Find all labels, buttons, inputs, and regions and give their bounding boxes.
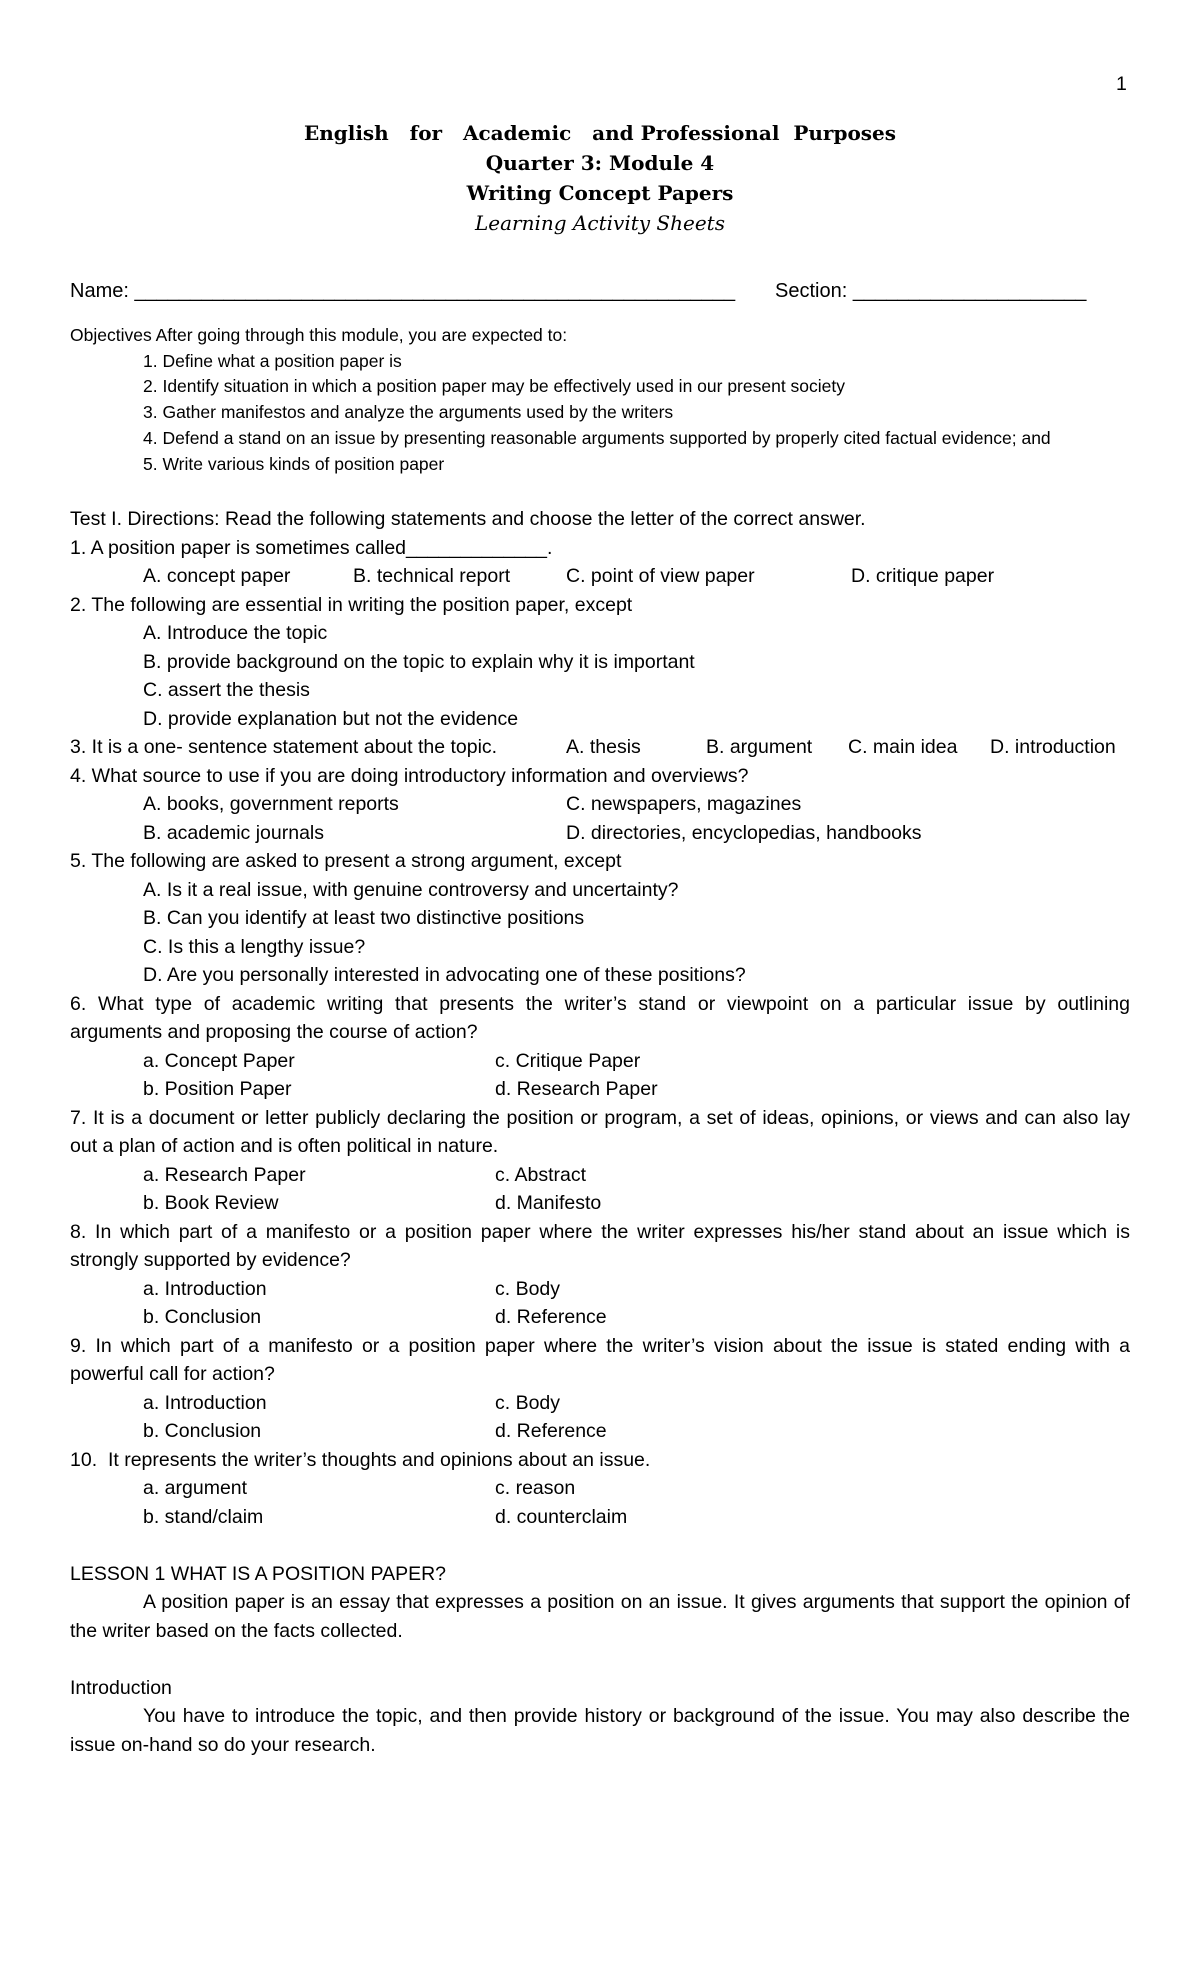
choice-b: B. academic journals [143, 821, 325, 844]
section-field-label[interactable]: Section: _____________________ [775, 280, 1087, 302]
choice-d: d. Manifesto [495, 1192, 602, 1214]
choice-d: D. provide explanation but not the evidence [143, 707, 519, 730]
question-7-choices-row1 [70, 1161, 1130, 1190]
page-number: 1 [1116, 73, 1127, 95]
test-directions: Test I. Directions: Read the following statements and choose the letter of the correct answer. [70, 508, 866, 530]
choice-a: A. Introduce the topic [143, 622, 328, 644]
question-1-choices [70, 562, 1130, 591]
question-2: 2. The following are essential in writing the position paper, except [70, 593, 633, 616]
introduction-paragraph-line2: issue on-hand so do your research. [70, 1733, 376, 1756]
question-7-choices-row2 [70, 1189, 1130, 1218]
module-title: Quarter 3: Module 4 [485, 151, 715, 175]
choice-a: A. books, government reports [143, 793, 399, 815]
choice-b: b. Position Paper [143, 1078, 292, 1100]
sheet-subtitle: Learning Activity Sheets [475, 211, 725, 235]
question-6-choices-row2 [70, 1075, 1130, 1104]
question-1: 1. A position paper is sometimes called_____________. [70, 536, 553, 559]
question-3 [70, 733, 1130, 762]
choice-a: A. Is it a real issue, with genuine controversy and uncertainty? [143, 878, 679, 901]
choice-d: D. introduction [990, 736, 1116, 758]
question-4: 4. What source to use if you are doing introductory information and overviews? [70, 764, 749, 787]
objective-item: 3. Gather manifestos and analyze the arguments used by the writers [143, 402, 674, 423]
choice-b: b. Book Review [143, 1192, 279, 1214]
question-4-choices-row2 [70, 819, 1130, 848]
objective-item: 2. Identify situation in which a position paper may be effectively used in our present society [143, 376, 846, 397]
question-10-choices-row1 [70, 1474, 1130, 1503]
choice-b: B. argument [706, 736, 813, 758]
choice-d: d. Research Paper [495, 1078, 658, 1100]
choice-d: D. critique paper [851, 565, 995, 587]
introduction-heading: Introduction [70, 1676, 172, 1699]
choice-d: d. counterclaim [495, 1505, 628, 1528]
objective-item: 5. Write various kinds of position paper [143, 453, 445, 474]
choice-c: c. Body [495, 1391, 561, 1414]
question-9-choices-row2 [70, 1417, 1130, 1446]
question-8-choices-row2 [70, 1303, 1130, 1332]
objectives-block [70, 323, 1140, 477]
lesson-paragraph-line1: A position paper is an essay that expresses a position on an issue. It gives arguments that support the opinion of [143, 1591, 1130, 1613]
choice-a: a. Introduction [143, 1277, 267, 1300]
introduction-paragraph-line1: You have to introduce the topic, and then provide history or background of the issue. You may also describe the [143, 1705, 1130, 1727]
question-9-line1: 9. In which part of a manifesto or a position paper where the writer’s vision about the issue is stated ending with a [70, 1334, 1130, 1357]
choice-c: c. reason [495, 1477, 576, 1499]
question-6-line2: arguments and proposing the course of action? [70, 1021, 478, 1043]
choice-b: B. Can you identify at least two distinctive positions [143, 907, 585, 929]
objective-item: 1. Define what a position paper is [143, 350, 402, 371]
choice-a: a. Concept Paper [143, 1049, 295, 1072]
question-6-line1: 6. What type of academic writing that presents the writer’s stand or viewpoint on a particular issue by outlining [70, 992, 1130, 1015]
choice-a: a. Introduction [143, 1391, 267, 1414]
choice-a: a. argument [143, 1477, 248, 1499]
question-10: 10. It represents the writer’s thoughts and opinions about an issue. [70, 1448, 651, 1471]
choice-b: B. provide background on the topic to explain why it is important [143, 650, 695, 673]
choice-a: A. concept paper [143, 565, 291, 587]
test-content [70, 505, 1130, 1759]
document-header [0, 118, 1200, 238]
choice-d: d. Reference [495, 1420, 607, 1442]
choice-d: d. Reference [495, 1306, 607, 1328]
question-8-line2: strongly supported by evidence? [70, 1249, 351, 1271]
lesson-paragraph-line2: the writer based on the facts collected. [70, 1619, 403, 1642]
question-10-choices-row2 [70, 1503, 1130, 1532]
choice-d: D. directories, encyclopedias, handbooks [566, 821, 922, 844]
choice-c: c. Body [495, 1277, 561, 1300]
choice-c: C. point of view paper [566, 565, 755, 587]
question-5: 5. The following are asked to present a strong argument, except [70, 850, 622, 872]
spacer [70, 1531, 1130, 1560]
choice-d: D. Are you personally interested in advocating one of these positions? [143, 964, 746, 986]
name-section-line [70, 277, 1130, 306]
topic-title: Writing Concept Papers [466, 181, 734, 205]
question-8-choices-row1 [70, 1275, 1130, 1304]
question-9-choices-row1 [70, 1389, 1130, 1418]
lesson-title: LESSON 1 WHAT IS A POSITION PAPER? [70, 1562, 447, 1585]
name-field-label[interactable]: Name: ______________________________________________________ [70, 280, 736, 302]
question-6-choices-row1 [70, 1047, 1130, 1076]
course-title: English for Academic and Professional Purposes [303, 121, 897, 145]
choice-b: b. stand/claim [143, 1505, 264, 1528]
choice-c: C. newspapers, magazines [566, 793, 802, 815]
choice-b: b. Conclusion [143, 1420, 262, 1442]
choice-a: A. thesis [566, 736, 641, 758]
choice-c: c. Critique Paper [495, 1049, 641, 1072]
choice-b: b. Conclusion [143, 1306, 262, 1328]
question-7-line2: out a plan of action and is often political in nature. [70, 1135, 499, 1157]
objectives-list [70, 349, 1140, 478]
choice-b: B. technical report [353, 565, 511, 587]
question-4-choices-row1 [70, 790, 1130, 819]
choice-c: C. main idea [848, 736, 958, 758]
objectives-intro: Objectives After going through this module, you are expected to: [70, 325, 568, 345]
question-7-line1: 7. It is a document or letter publicly declaring the position or program, a set of ideas, opinions, or views and can also lay [70, 1106, 1130, 1129]
spacer [70, 1645, 1130, 1674]
objective-item: 4. Defend a stand on an issue by presenting reasonable arguments supported by properly cited factual evidence; and [143, 427, 1051, 448]
question-3-text: 3. It is a one- sentence statement about the topic. [70, 736, 498, 758]
question-9-line2: powerful call for action? [70, 1363, 275, 1385]
choice-c: c. Abstract [495, 1163, 587, 1186]
question-8-line1: 8. In which part of a manifesto or a position paper where the writer expresses his/her stand about an issue which is [70, 1220, 1130, 1243]
choice-a: a. Research Paper [143, 1163, 306, 1186]
choice-c: C. Is this a lengthy issue? [143, 935, 366, 958]
choice-c: C. assert the thesis [143, 679, 310, 701]
